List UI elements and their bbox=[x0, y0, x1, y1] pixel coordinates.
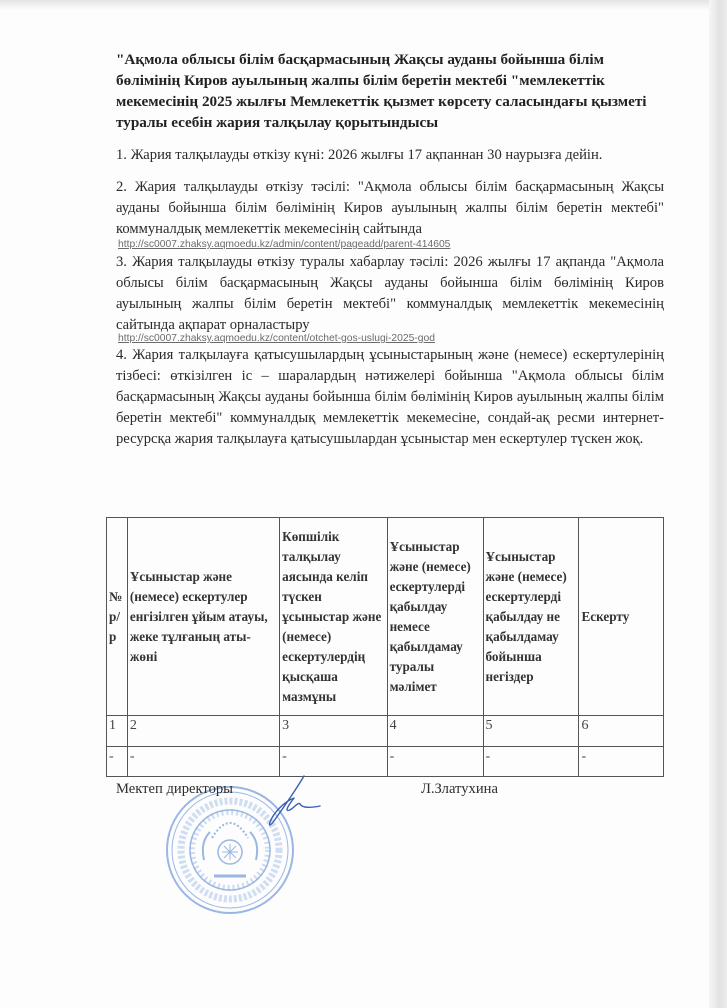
table-cell: 2 bbox=[127, 716, 279, 747]
header-organization: Ұсыныстар және (немесе) ескертулер енгізілген ұйым атауы, жеке тұлғаның аты-жөні bbox=[127, 518, 279, 716]
table-cell: - bbox=[107, 747, 128, 777]
table-row bbox=[107, 716, 664, 747]
handwritten-signature-icon bbox=[264, 772, 334, 832]
item-3-text: 3. Жария талқылауды өткізу туралы хабарлау тәсілі: 2026 жылғы 17 ақпанда "Ақмола облысы білім басқармасының Жақсы ауданы бойынша білім бөлімінің Киров ауылының жалпы білім беретін мектебі" коммуналдық мемлекеттік мекемесінің сайтында ақпарат орналастыру bbox=[116, 254, 664, 333]
table-cell: - bbox=[387, 747, 483, 777]
table-cell: 3 bbox=[280, 716, 387, 747]
item-4-proposals: 4. Жария талқылауға қатысушылардың ұсыныстарының және (немесе) ескертулерінің тізбесі: өткізілген іс – шаралардың нәтижелері бойынша "Ақмола облысы білім басқармасының Жақсы ауданы бойынша білім бөлімінің Киров ауылының жалпы білім беретін мектебі" коммуналдық мемлекеттік мекемесіне, сондай-ақ ресми интернет-ресурсқа жария талқылауға қатысушылардан ұсыныстар мен ескертулер түскен жоқ. bbox=[116, 347, 664, 447]
table-cell: - bbox=[483, 747, 579, 777]
item-3-notification bbox=[116, 252, 664, 336]
table-row bbox=[107, 747, 664, 777]
table-header-row bbox=[107, 518, 664, 716]
item-3-link[interactable]: http://sc0007.zhaksy.aqmoedu.kz/content/otchet-gos-uslugi-2025-god bbox=[118, 333, 435, 344]
table-cell: - bbox=[280, 747, 387, 777]
document-title: "Ақмола облысы білім басқармасының Жақсы ауданы бойынша білім бөлімінің Киров ауылының жалпы білім беретін мектебі "мемлекеттік мекемесінің 2025 жылғы Мемлекеттік қызмет көрсету саласындағы қызметі туралы есебін жария талқылау қорытындысы bbox=[116, 51, 647, 131]
item-1-date: 1. Жария талқылауды өткізу күні: 2026 жылғы 17 ақпаннан 30 наурызға дейін. bbox=[116, 147, 603, 163]
item-2-link[interactable]: http://sc0007.zhaksy.aqmoedu.kz/admin/content/pageadd/parent-414605 bbox=[118, 239, 451, 250]
table-cell: 4 bbox=[387, 716, 483, 747]
header-note: Ескерту bbox=[579, 518, 664, 716]
proposals-table bbox=[106, 517, 664, 777]
header-decision: Ұсыныстар және (немесе) ескертулерді қабылдау немесе қабылдамау туралы мәлімет bbox=[387, 518, 483, 716]
table-cell: - bbox=[127, 747, 279, 777]
director-name: Л.Златухина bbox=[421, 781, 498, 797]
item-2-method bbox=[116, 177, 664, 240]
table-cell: - bbox=[579, 747, 664, 777]
table-cell: 1 bbox=[107, 716, 128, 747]
item-2-text: 2. Жария талқылауды өткізу тәсілі: "Ақмола облысы білім басқармасының Жақсы ауданы бойынша білім бөлімінің Киров ауылының жалпы білім беретін мектебі" коммуналдық мемлекеттік мекемесінің сайтында bbox=[116, 179, 664, 237]
header-grounds: Ұсыныстар және (немесе) ескертулерді қабылдау не қабылдамау бойынша негіздер bbox=[483, 518, 579, 716]
header-summary: Көпшілік талқылау аясында келіп түскен ұсыныстар және (немесе) ескертулердің қысқаша мазмұны bbox=[280, 518, 387, 716]
signature-position: Мектеп директоры bbox=[116, 781, 233, 797]
table-cell: 6 bbox=[579, 716, 664, 747]
table-cell: 5 bbox=[483, 716, 579, 747]
header-number: № р/р bbox=[107, 518, 128, 716]
